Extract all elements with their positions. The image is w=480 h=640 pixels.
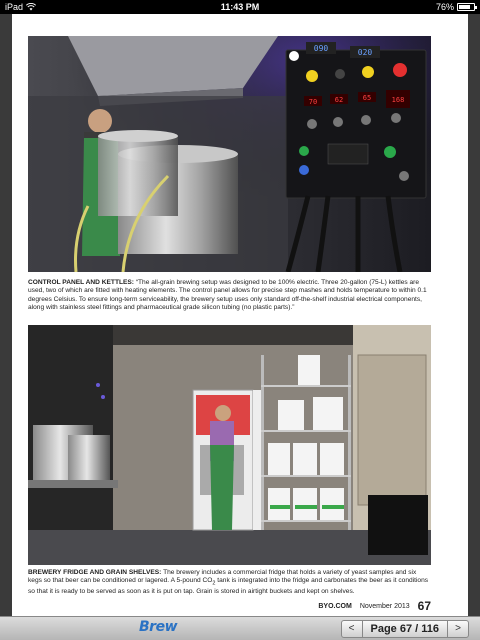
next-page-button[interactable]: >: [447, 620, 469, 638]
svg-text:65: 65: [362, 94, 372, 102]
fridge-shelves-caption: [28, 569, 431, 597]
control-panel-illustration: [28, 36, 431, 272]
reader-toolbar: [0, 616, 480, 640]
footer-site: BYO.COM: [318, 602, 352, 610]
brand-logo[interactable]: Brew: [139, 619, 178, 635]
fridge-shelves-illustration: [28, 325, 431, 565]
left-margin: [0, 14, 12, 616]
battery-level-fill: [459, 5, 470, 9]
fridge-shelves-photo: [28, 325, 431, 565]
device-name: iPad: [5, 2, 24, 12]
page-navigation: [341, 620, 470, 638]
svg-text:70: 70: [308, 98, 318, 106]
magazine-page[interactable]: [12, 14, 468, 616]
caption-heading: BREWERY FRIDGE AND GRAIN SHELVES:: [28, 569, 162, 576]
caption-text-a: The brewery includes a commercial fridge that holds a variety of yeast samples and six kegs so that beer can be conditioned or lagered. A 5-pound CO: [28, 569, 417, 585]
caption-text-b: tank is integrated into the fridge and carbonates the beer as it conditions so that it is ready to be served as soon as it is put on tap. Grain is stored in airtight buckets and kept on shelves.: [28, 577, 429, 596]
page-indicator[interactable]: Page 67 / 116: [363, 620, 448, 638]
caption-heading: CONTROL PANEL AND KETTLES:: [28, 279, 134, 286]
control-panel-photo: [28, 36, 431, 272]
battery-icon: [457, 3, 475, 11]
caption-text: “The all-grain brewing setup was designed to be 100% electric. Three 20-gallon (75-L) kettles are used, two of which are fitted with heating elements. The control panel allows for precise step mashes and holds temperature to within 0.1 degrees Celsius. To ensure long-term serviceability, the brewery setup uses only standard off-the-shelf industrial electrical components, along with stainless steel fittings and pharmaceutical grade silicon tubing (no plastic parts).”: [28, 279, 427, 312]
svg-text:62: 62: [334, 96, 344, 104]
svg-text:090: 090: [313, 44, 329, 53]
caption-subscript: 2: [212, 580, 216, 587]
svg-text:168: 168: [391, 96, 405, 104]
footer-issue: November 2013: [359, 602, 410, 610]
status-bar: [0, 0, 480, 14]
clock: 11:43 PM: [220, 2, 260, 12]
page-footer: [28, 600, 431, 612]
svg-text:020: 020: [357, 48, 373, 57]
battery-percent: 76%: [435, 2, 454, 12]
right-margin: [468, 14, 480, 616]
footer-page-number: 67: [417, 599, 431, 613]
control-panel-caption: [28, 279, 431, 313]
previous-page-button[interactable]: <: [341, 620, 363, 638]
